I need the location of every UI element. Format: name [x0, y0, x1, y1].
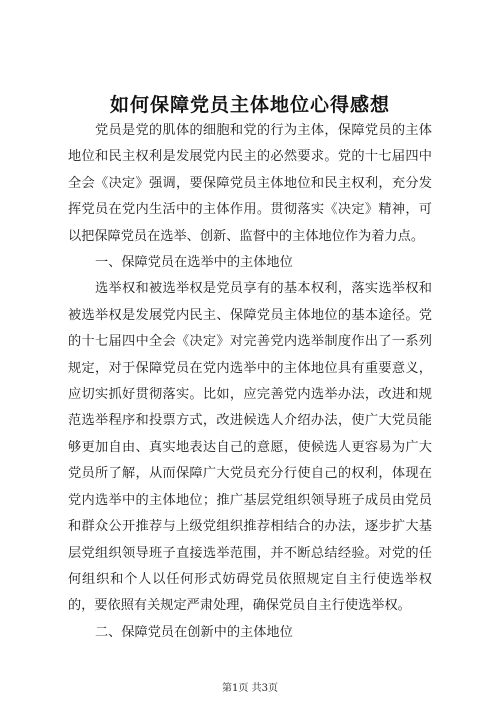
election-paragraph: 选举权和被选举权是党员享有的基本权利，落实选举权和被选举权是发展党内民主、保障党员主体地位的基本途径。党的十七届四中全会《决定》对完善党内选举制度作出了一系列规定，对于保障党员在党内选举中的主体地位具有重要意义，应切实抓好贯彻落实。比如，应完善党内选举办法，改进和规范选举程序和投票方式，改进候选人介绍办法，使广大党员能够更加自由、真实地表达自己的意愿，使候选人更容易为广大党员所了解，从而保障广大党员充分行使自己的权利，体现在党内选举中的主体地位；推广基层党组织领导班子成员由党员和群众公开推荐与上级党组织推荐相结合的办法，逐步扩大基层党组织领导班子直接选举范围，并不断总结经验。对党的任何组织和个人以任何形式妨碍党员依照规定自主行使选举权的，要依照有关规定严肃处理，确保党员自主行使选举权。 [68, 281, 432, 614]
section-heading-election: 一、保障党员在选举中的主体地位 [95, 255, 293, 271]
document-body [68, 118, 432, 646]
document-title: 如何保障党员主体地位心得感想 [109, 94, 390, 116]
section-heading-innovation: 二、保障党员在创新中的主体地位 [95, 624, 293, 640]
intro-paragraph: 党员是党的肌体的细胞和党的行为主体，保障党员的主体地位和民主权利是发展党内民主的必然要求。党的十七届四中全会《决定》强调，要保障党员主体地位和民主权利，充分发挥党员在党内生活中的主体作用。贯彻落实《决定》精神，可以把保障党员在选举、创新、监督中的主体地位作为着力点。 [68, 123, 432, 244]
page-footer: 第1页 共3页 [222, 683, 278, 694]
